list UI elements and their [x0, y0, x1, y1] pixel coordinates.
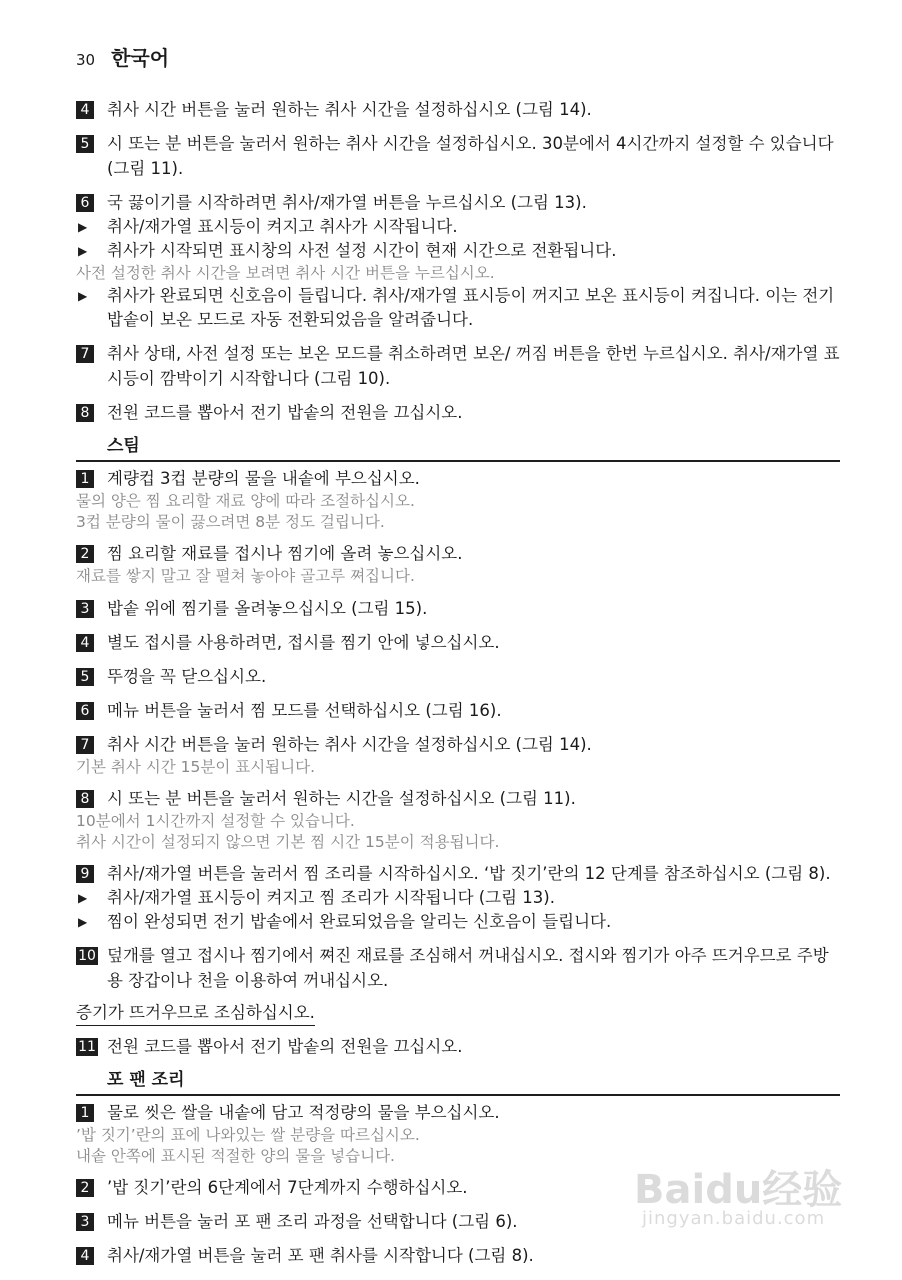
steam-step-11	[76, 1034, 840, 1059]
step-number: 3	[76, 1213, 94, 1231]
steam-step-9	[76, 861, 840, 886]
step-text: 시 또는 분 버튼을 눌러서 원하는 시간을 설정하십시오 (그림 11).	[107, 789, 576, 808]
step-number: 11	[76, 1038, 98, 1056]
step-text: 취사/재가열 버튼을 눌러서 찜 조리를 시작하십시오. ‘밥 짓기’란의 12 단계를 참조하십시오 (그림 8).	[107, 864, 831, 883]
page-header	[76, 42, 169, 72]
note-text: 10분에서 1시간까지 설정할 수 있습니다.	[76, 812, 355, 830]
step-number: 7	[76, 345, 94, 363]
step-number: 1	[76, 1104, 94, 1122]
bullet-arrow-icon: ▶	[78, 289, 88, 303]
step-number: 6	[76, 702, 94, 720]
note-text: 사전 설정한 취사 시간을 보려면 취사 시간 버튼을 누르십시오.	[76, 264, 495, 282]
steam-step-5	[76, 664, 840, 689]
step-5	[76, 131, 840, 181]
step-text: ’밥 짓기’란의 6단계에서 7단계까지 수행하십시오.	[107, 1178, 468, 1197]
bullet-item: ▶ 취사/재가열 표시등이 켜지고 찜 조리가 시작됩니다 (그림 13).	[76, 886, 840, 910]
step-number: 5	[76, 668, 94, 686]
step-text: 물로 씻은 쌀을 내솥에 담고 적정량의 물을 부으십시오.	[107, 1103, 500, 1122]
step-text: 취사/재가열 버튼을 눌러 포 팬 취사를 시작합니다 (그림 8).	[107, 1246, 534, 1265]
step-text: 취사 상태, 사전 설정 또는 보온 모드를 취소하려면 보온/ 꺼짐 버튼을 한번 누르십시오. 취사/재가열 표시등이 깜박이기 시작합니다 (그림 10).	[107, 344, 840, 388]
bullet-arrow-icon: ▶	[78, 244, 88, 258]
step-text: 시 또는 분 버튼을 눌러서 원하는 취사 시간을 설정하십시오. 30분에서 4시간까지 설정할 수 있습니다 (그림 11).	[107, 134, 834, 178]
steam-step-7	[76, 732, 840, 757]
bullet-item: ▶ 찜이 완성되면 전기 밥솥에서 완료되었음을 알리는 신호음이 들립니다.	[76, 910, 840, 934]
note-text: ’밥 짓기’란의 표에 나와있는 쌀 분량을 따르십시오.	[76, 1126, 420, 1144]
steam-step-10	[76, 943, 840, 993]
warning-text: 증기가 뜨거우므로 조심하십시오.	[76, 1001, 315, 1026]
steam-step-8	[76, 786, 840, 811]
note-text: 내솥 안쪽에 표시된 적절한 양의 물을 넣습니다.	[76, 1147, 395, 1165]
step-text: 뚜껑을 꼭 닫으십시오.	[107, 667, 267, 686]
step-number: 6	[76, 194, 94, 212]
step-number: 9	[76, 865, 94, 883]
step-number: 8	[76, 790, 94, 808]
bullet-item: ▶ 취사가 시작되면 표시창의 사전 설정 시간이 현재 시간으로 전환됩니다.	[76, 239, 840, 263]
watermark-brand: Baidu经验	[634, 1167, 843, 1213]
bullet-item: ▶ 취사/재가열 표시등이 켜지고 취사가 시작됩니다.	[76, 215, 840, 239]
step-text: 취사 시간 버튼을 눌러 원하는 취사 시간을 설정하십시오 (그림 14).	[107, 735, 592, 754]
step-text: 취사 시간 버튼을 눌러 원하는 취사 시간을 설정하십시오 (그림 14).	[107, 100, 592, 119]
step-number: 2	[76, 1179, 94, 1197]
pot-step-1	[76, 1100, 840, 1125]
steam-step-4	[76, 630, 840, 655]
document-body	[76, 97, 843, 1268]
baidu-watermark	[634, 1148, 844, 1258]
step-6	[76, 190, 840, 215]
step-text: 메뉴 버튼을 눌러 포 팬 조리 과정을 선택합니다 (그림 6).	[107, 1212, 518, 1231]
steam-step-2	[76, 541, 840, 566]
step-number: 3	[76, 600, 94, 618]
step-text: 전원 코드를 뽑아서 전기 밥솥의 전원을 끄십시오.	[107, 403, 463, 422]
note-text: 물의 양은 찜 요리할 재료 양에 따라 조절하십시오.	[76, 492, 415, 510]
bullet-arrow-icon: ▶	[78, 915, 88, 929]
bullet-arrow-icon: ▶	[78, 891, 88, 905]
note-text: 취사 시간이 설정되지 않으면 기본 찜 시간 15분이 적용됩니다.	[76, 833, 500, 851]
step-text: 밥솥 위에 찜기를 올려놓으십시오 (그림 15).	[107, 599, 428, 618]
step-number: 4	[76, 101, 94, 119]
steam-step-3	[76, 596, 840, 621]
language-title: 한국어	[111, 46, 170, 70]
note-text: 재료를 쌓지 말고 잘 펼쳐 놓아야 골고루 쪄집니다.	[76, 567, 415, 585]
step-text: 별도 접시를 사용하려면, 접시를 찜기 안에 넣으십시오.	[107, 633, 500, 652]
step-number: 7	[76, 736, 94, 754]
bullet-item: ▶ 취사가 완료되면 신호음이 들립니다. 취사/재가열 표시등이 꺼지고 보온 표시등이 켜집니다. 이는 전기 밥솥이 보온 모드로 자동 전환되었음을 알려줍니다.	[78, 286, 835, 329]
step-text: 찜 요리할 재료를 접시나 찜기에 올려 놓으십시오.	[107, 544, 463, 563]
step-number: 4	[76, 1247, 94, 1265]
step-number: 2	[76, 545, 94, 563]
step-text: 국 끓이기를 시작하려면 취사/재가열 버튼을 누르십시오 (그림 13).	[107, 193, 587, 212]
steam-step-6	[76, 698, 840, 723]
step-number: 1	[76, 470, 94, 488]
step-text: 전원 코드를 뽑아서 전기 밥솥의 전원을 끄십시오.	[107, 1037, 463, 1056]
step-number: 10	[76, 947, 98, 965]
step-7	[76, 341, 840, 391]
step-text: 계량컵 3컵 분량의 물을 내솥에 부으십시오.	[107, 469, 420, 488]
section-heading-steam: 스팀	[76, 433, 840, 462]
watermark-url: jingyan.baidu.com	[642, 1208, 826, 1229]
bullet-arrow-icon: ▶	[78, 220, 88, 234]
steam-step-1	[76, 466, 840, 491]
note-text: 기본 취사 시간 15분이 표시됩니다.	[76, 758, 316, 776]
step-number: 4	[76, 634, 94, 652]
page-number: 30	[76, 51, 96, 69]
step-4	[76, 97, 840, 122]
step-text: 메뉴 버튼을 눌러서 찜 모드를 선택하십시오 (그림 16).	[107, 701, 502, 720]
section-heading-pot: 포 팬 조리	[76, 1067, 840, 1096]
step-number: 8	[76, 404, 94, 422]
step-text: 덮개를 열고 접시나 찜기에서 쪄진 재료를 조심해서 꺼내십시오. 접시와 찜기가 아주 뜨거우므로 주방용 장갑이나 천을 이용하여 꺼내십시오.	[107, 946, 829, 990]
note-text: 3컵 분량의 물이 끓으려면 8분 정도 걸립니다.	[76, 513, 385, 531]
step-number: 5	[76, 135, 94, 153]
step-8	[76, 400, 840, 425]
